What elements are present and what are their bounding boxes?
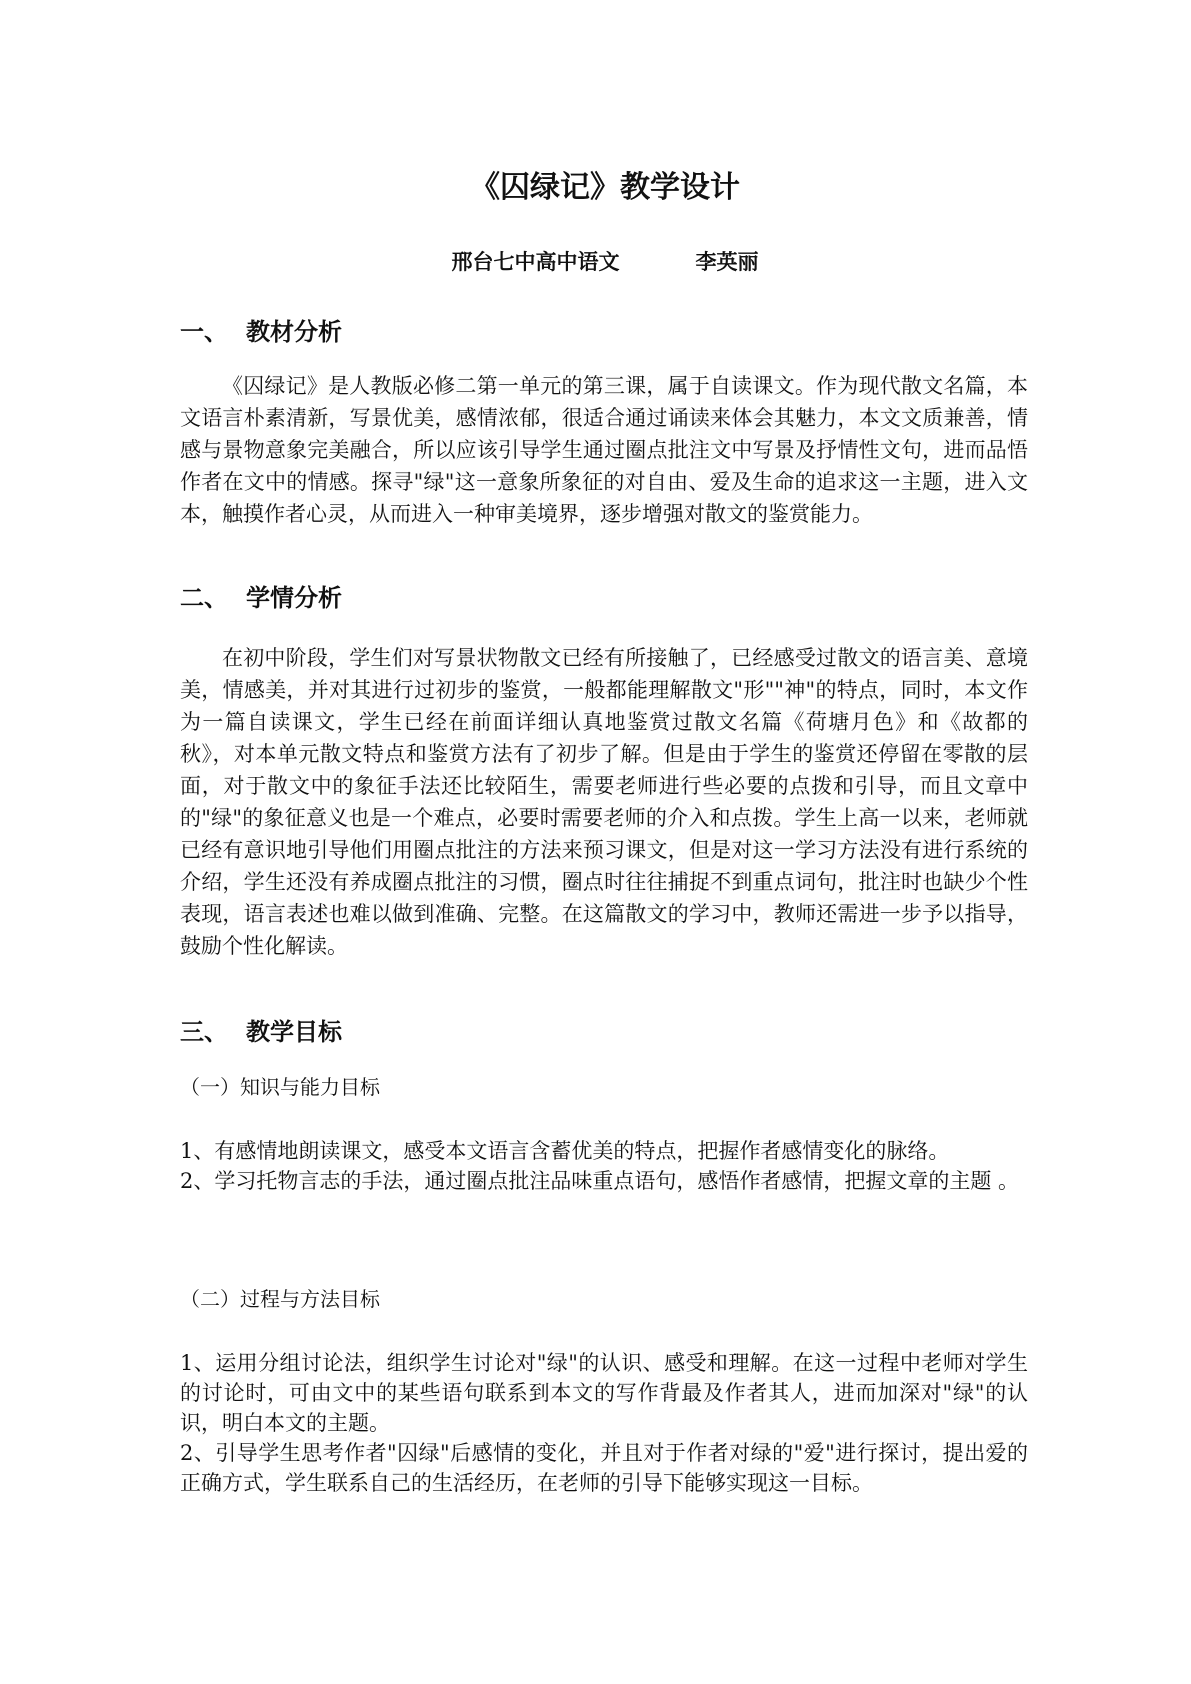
document-title: 《囚绿记》教学设计 bbox=[470, 170, 740, 205]
section-title: 教学目标 bbox=[246, 1018, 342, 1046]
paragraph-materials-analysis: 《囚绿记》是人教版必修二第一单元的第三课，属于自读课文。作为现代散文名篇，本文语言朴素清新，写景优美，感情浓郁，很适合通过诵读来体会其魅力，本文文质兼善，情感与景物意象完美融合，所以应该引导学生通过圈点批注文中写景及抒情性文句，进而品悟作者在文中的情感。探寻"绿"这一意象所象征的对自由、爱及生命的追求这一主题，进入文本，触摸作者心灵，从而进入一种审美境界，逐步增强对散文的鉴赏能力。 bbox=[180, 374, 1028, 526]
subsection-label-process: （二）过程与方法目标 bbox=[180, 1287, 380, 1311]
list-item: 1、有感情地朗读课文，感受本文语言含蓄优美的特点，把握作者感情变化的脉络。 bbox=[180, 1139, 950, 1163]
document-page bbox=[180, 0, 1030, 1684]
list-item: 2、引导学生思考作者"囚绿"后感情的变化，并且对于作者对绿的"爱"进行探讨，提出爱的正确方式，学生联系自己的生活经历，在老师的引导下能够实现这一目标。 bbox=[180, 1441, 1028, 1495]
goal-list-process bbox=[180, 1348, 1028, 1498]
list-item: 1、运用分组讨论法，组织学生讨论对"绿"的认识、感受和理解。在这一过程中老师对学生的讨论时，可由文中的某些语句联系到本文的写作背最及作者其人，进而加深对"绿"的认识，明白本文的主题。 bbox=[180, 1351, 1028, 1435]
section-title: 教材分析 bbox=[246, 318, 342, 346]
subsection-label-knowledge: （一）知识与能力目标 bbox=[180, 1075, 380, 1099]
paragraph-student-analysis: 在初中阶段，学生们对写景状物散文已经有所接触了，已经感受过散文的语言美、意境美，情感美，并对其进行过初步的鉴赏，一般都能理解散文"形""神"的特点，同时，本文作为一篇自读课文，学生已经在前面详细认真地鉴赏过散文名篇《荷塘月色》和《故都的秋》，对本单元散文特点和鉴赏方法有了初步了解。但是由于学生的鉴赏还停留在零散的层面，对于散文中的象征手法还比较陌生，需要老师进行些必要的点拨和引导，而且文章中的"绿"的象征意义也是一个难点，必要时需要老师的介入和点拨。学生上高一以来，老师就已经有意识地引导他们用圈点批注的方法来预习课文，但是对这一学习方法没有进行系统的介绍，学生还没有养成圈点批注的习惯，圈点时往往捕捉不到重点词句，批注时也缺少个性表现，语言表述也难以做到准确、完整。在这篇散文的学习中，教师还需进一步予以指导，鼓励个性化解读。 bbox=[180, 646, 1028, 958]
section-heading-1 bbox=[180, 316, 342, 348]
byline bbox=[180, 247, 1030, 277]
goal-list-knowledge bbox=[180, 1136, 1028, 1196]
list-item: 2、学习托物言志的手法，通过圈点批注品味重点语句，感悟作者感情，把握文章的主题 。 bbox=[180, 1169, 1020, 1193]
section-number: 二、 bbox=[180, 584, 228, 612]
section-title: 学情分析 bbox=[246, 584, 342, 612]
byline-author: 李英丽 bbox=[695, 250, 759, 274]
section-heading-2 bbox=[180, 582, 342, 614]
byline-school: 邢台七中高中语文 bbox=[451, 250, 620, 274]
section-number: 一、 bbox=[180, 318, 228, 346]
section-heading-3 bbox=[180, 1016, 342, 1048]
section-number: 三、 bbox=[180, 1018, 228, 1046]
